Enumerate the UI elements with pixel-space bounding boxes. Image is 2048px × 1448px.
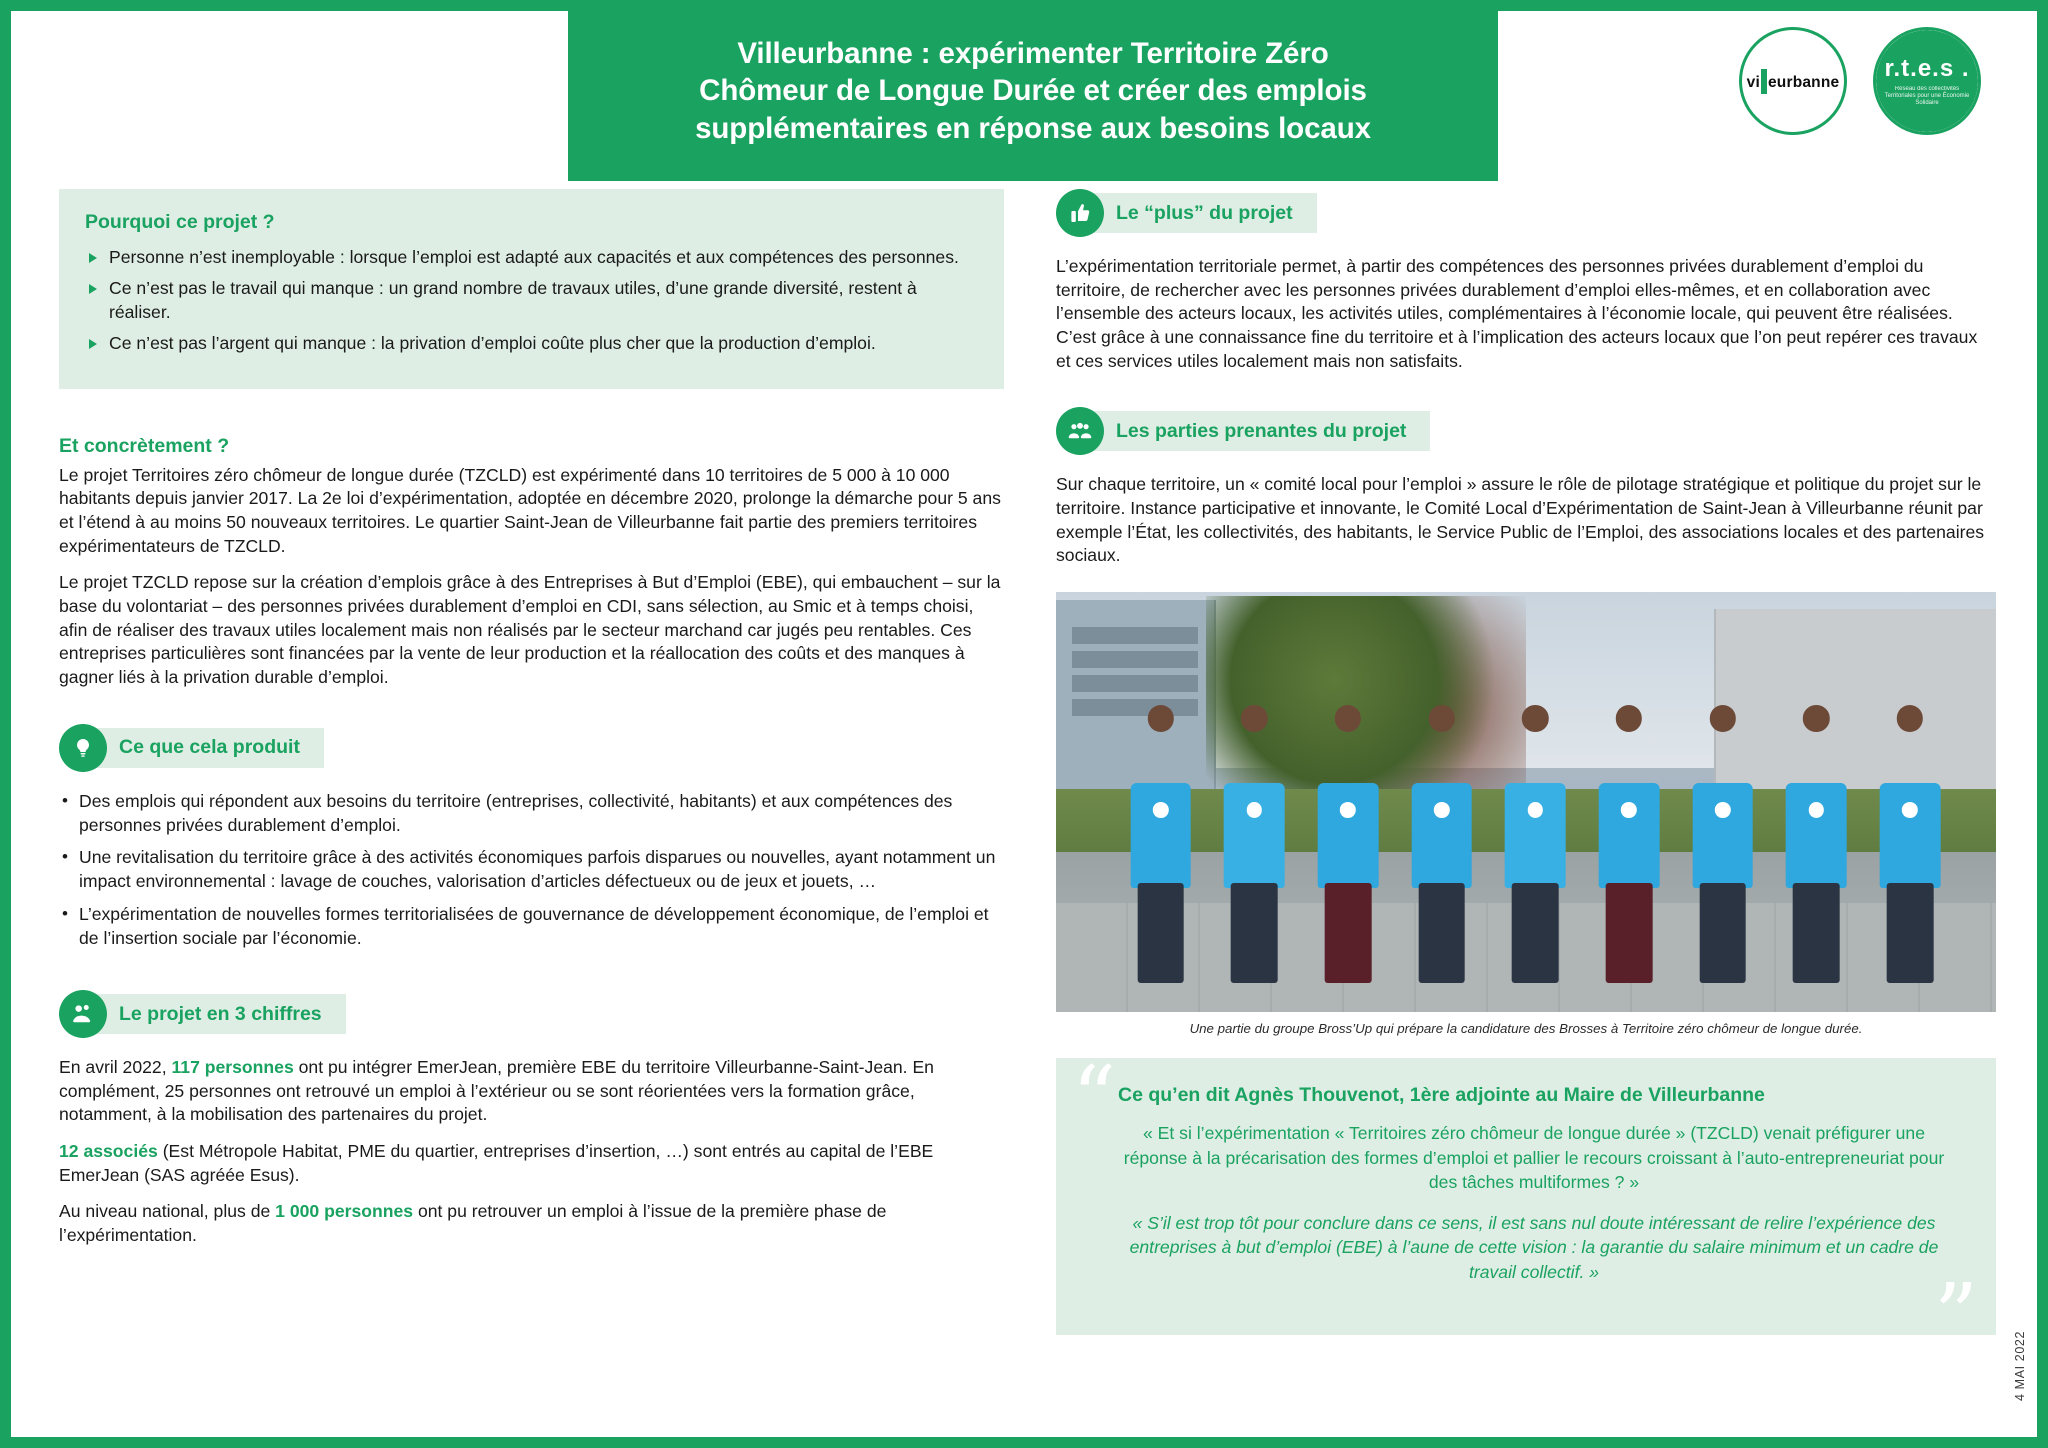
title-line-2: Chômeur de Longue Durée et créer des emplois	[699, 74, 1367, 108]
photo-caption: Une partie du groupe Bross’Up qui prépare la candidature des Brosses à Territoire zéro chômeur de longue durée.	[1189, 1020, 1863, 1036]
why-project-title: Pourquoi ce projet ?	[85, 211, 275, 233]
photo-person	[1309, 705, 1387, 982]
photo-person	[1684, 705, 1762, 982]
page-title	[695, 35, 1371, 147]
list-item: Ce n’est pas le travail qui manque : un grand nombre de travaux utiles, d’une grande diversité, restent à réaliser.	[85, 277, 978, 325]
produces-list	[59, 790, 1004, 952]
figures-p1-highlight: 117 personnes	[171, 1057, 294, 1078]
photo-person	[1590, 705, 1668, 982]
hand-coins-icon	[59, 990, 107, 1038]
logo-villeurbanne-bar	[1761, 69, 1767, 94]
stakeholders-text: Sur chaque territoire, un « comité local pour l’emploi » assure le rôle de pilotage stratégique et politique du projet sur le territoire. Instance participative et innovante, le Comité Local d’Expérimentation de Saint-Jean à Villeurbanne réunit par exemple l’État, les collectivités, des habitants, le Service Public de l’Emploi, des associations locales et des partenaires sociaux.	[1056, 474, 1985, 566]
figures-p1-before: En avril 2022,	[59, 1057, 172, 1078]
logo-rtes-subtitle: Réseau des collectivités Territoriales pour une Économie Solidaire	[1884, 86, 1970, 106]
plus-text: L’expérimentation territoriale permet, à partir des compétences des personnes privées durablement d’emploi du territoire, de rechercher avec les personnes privées durablement d’emploi elles-mêmes, et en collaboration avec l’ensemble des acteurs locaux, les activités utiles, complémentaires à l’économie locale, qui peuvent être réalisées. C’est grâce à une connaissance fine du territoire et à l’implication des acteurs locaux que l’on peut repérer ces travaux et ces services utiles localement mais non satisfaits.	[1056, 256, 1978, 371]
photo-person	[1122, 705, 1200, 982]
figures-p3-before: Au niveau national, plus de	[59, 1201, 276, 1222]
logo-rtes	[1873, 27, 1981, 135]
document-sheet	[11, 11, 2037, 1437]
title-line-1: Villeurbanne : expérimenter Territoire Zéro	[737, 36, 1329, 70]
list-item: • Une revitalisation du territoire grâce à des activités économiques parfois disparues ou nouvelles, ayant notamment un impact environnemental : lavage de couches, valorisation d’articles défectueux ou de jeux et jouets, …	[59, 846, 1004, 894]
photo-block	[1056, 592, 1996, 1036]
figures-paragraph-1	[59, 1056, 1004, 1127]
publication-date: 4 MAI 2022	[2013, 1331, 2027, 1401]
stakeholders-title: Les parties prenantes du projet	[1082, 411, 1430, 451]
logo-villeurbanne-pre: vi	[1746, 73, 1760, 91]
list-item: • Des emplois qui répondent aux besoins du territoire (entreprises, collectivité, habitants) et aux compétences des personnes privées durablement d’emploi.	[59, 790, 1004, 838]
title-line-3: supplémentaires en réponse aux besoins locaux	[695, 111, 1371, 145]
photo-person	[1496, 705, 1574, 982]
figures-p3-highlight: 1 000 personnes	[275, 1201, 414, 1222]
figures-p2-highlight: 12 associés	[59, 1141, 158, 1162]
why-project-list	[85, 246, 978, 356]
quote-box	[1056, 1047, 1996, 1366]
concretely-paragraph-2: Le projet TZCLD repose sur la création d’emplois grâce à des Entreprises à But d’Emploi (EBE), qui embauchent – sur la base du volontariat – des personnes privées durablement d’emploi en CDI, sans sélection, au Smic et à temps choisi, afin de réaliser des travaux utiles localement mais non réalisés par le secteur marchand car jugés peu rentables. Ces entreprises particulières sont financées par la vente de leur production et la réallocation des coûts et des manques à gagner liés à la privation durable d’emploi.	[59, 572, 1001, 687]
quote-close-mark: ”	[1934, 1265, 1978, 1366]
photo-people-row	[1122, 705, 1949, 982]
photo-person	[1778, 705, 1856, 982]
logos	[1739, 27, 1981, 135]
stakeholders-heading	[1056, 407, 1996, 455]
why-project-box	[59, 189, 1004, 389]
concretely-section	[59, 435, 1004, 690]
logo-villeurbanne-post: eurbanne	[1767, 73, 1840, 91]
lightbulb-icon	[59, 724, 107, 772]
figures-p2-after: (Est Métropole Habitat, PME du quartier, entreprises d’insertion, …) sont entrés au capital de l’EBE EmerJean (SAS agréée Esus).	[59, 1141, 934, 1185]
right-column	[1056, 189, 1996, 1366]
figures-paragraph-2	[59, 1140, 1004, 1187]
quote-paragraph-1: « Et si l’expérimentation « Territoires zéro chômeur de longue durée » (TZCLD) venait préfigurer une réponse à la précarisation des formes d’emploi et pallier le recours croissant à l’auto-entrepreneuriat pour des tâches multiformes ? »	[1123, 1122, 1945, 1193]
quote-paragraph-2: « S’il est trop tôt pour conclure dans ce sens, il est sans nul doute intéressant de relire l’expérience des entreprises à but d’emploi (EBE) à l’aune de cette vision : la garantie du salaire minimum et un cadre de travail collectif. »	[1129, 1212, 1939, 1283]
header-band	[568, 11, 1498, 181]
people-group-icon	[1056, 407, 1104, 455]
figures-title: Le projet en 3 chiffres	[85, 994, 346, 1034]
produces-heading	[59, 724, 1004, 772]
logo-rtes-inner	[1876, 30, 1978, 132]
logo-villeurbanne	[1739, 27, 1847, 135]
photo-person	[1403, 705, 1481, 982]
concretely-paragraph-1: Le projet Territoires zéro chômeur de longue durée (TZCLD) est expérimenté dans 10 territoires de 5 000 à 10 000 habitants depuis janvier 2017. La 2e loi d’expérimentation, adoptée en décembre 2020, prolonge la démarche pour 5 ans et l’étend à au moins 50 nouveaux territoires. Le quartier Saint-Jean de Villeurbanne fait partie des premiers territoires expérimentateurs de TZCLD.	[59, 464, 1001, 556]
left-column	[59, 189, 1004, 1248]
plus-heading	[1056, 189, 1996, 237]
thumbs-up-icon	[1056, 189, 1104, 237]
figures-heading	[59, 990, 1004, 1038]
produces-title: Ce que cela produit	[85, 728, 324, 768]
figures-paragraph-3	[59, 1200, 1004, 1247]
logo-rtes-word: r.t.e.s .	[1884, 55, 1970, 83]
quote-open-mark: “	[1072, 1047, 1116, 1148]
photo-person	[1871, 705, 1949, 982]
group-photo	[1056, 592, 1996, 1012]
list-item: Ce n’est pas l’argent qui manque : la privation d’emploi coûte plus cher que la production d’emploi.	[85, 332, 978, 356]
figures-p3-after: ont pu retrouver un emploi à l’issue de la première phase de l’expérimentation.	[59, 1201, 887, 1246]
list-item: • L’expérimentation de nouvelles formes territorialisées de gouvernance de développement économique, de l’emploi et de l’insertion sociale par l’économie.	[59, 903, 1004, 951]
concretely-title: Et concrètement ?	[59, 434, 230, 457]
figures-p1-after: ont pu intégrer EmerJean, première EBE du territoire Villeurbanne-Saint-Jean. En complément, 25 personnes ont retrouvé un emploi à l’extérieur ou se sont réorientées vers la formation grâce, notamment, à la mobilisation des partenaires du projet.	[59, 1057, 934, 1125]
photo-person	[1215, 705, 1293, 982]
list-item: Personne n’est inemployable : lorsque l’emploi est adapté aux capacités et aux compétences des personnes.	[85, 246, 978, 270]
logo-villeurbanne-text	[1747, 69, 1840, 94]
plus-title: Le “plus” du projet	[1082, 193, 1317, 233]
quote-title: Ce qu’en dit Agnès Thouvenot, 1ère adjointe au Maire de Villeurbanne	[1118, 1083, 1765, 1106]
